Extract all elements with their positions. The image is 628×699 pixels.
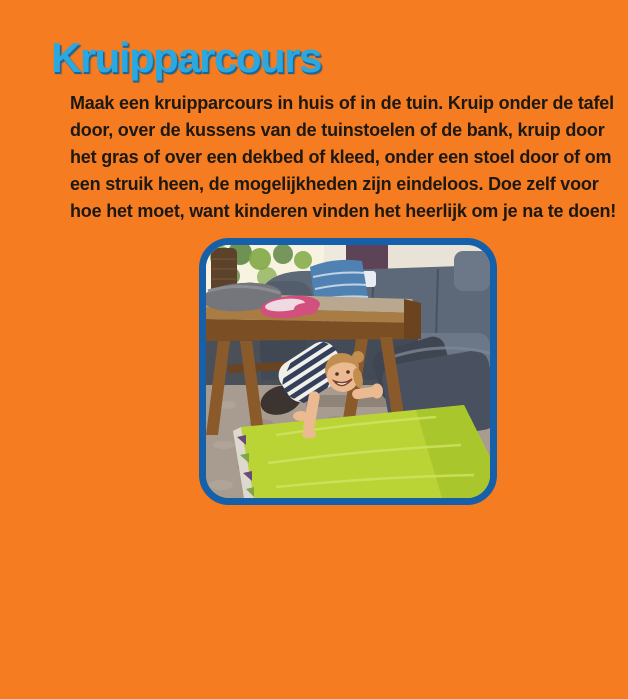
activity-photo [199, 238, 497, 505]
photo-illustration [206, 245, 490, 498]
child-head [325, 351, 364, 392]
body-paragraph: Maak een kruipparcours in huis of in de tuin. Kruip onder de tafel door, over de kussens van de tuinstoelen of de bank, kruip door het gras of over een dekbed of kleed, onder een stoel door of om een struik heen, de mogelijkheden zijn eindeloos. Doe zelf voor hoe het moet, want kinderen vinden het heerlijk om je na te doen! [70, 93, 617, 221]
page-title: Kruipparcours [51, 34, 321, 81]
